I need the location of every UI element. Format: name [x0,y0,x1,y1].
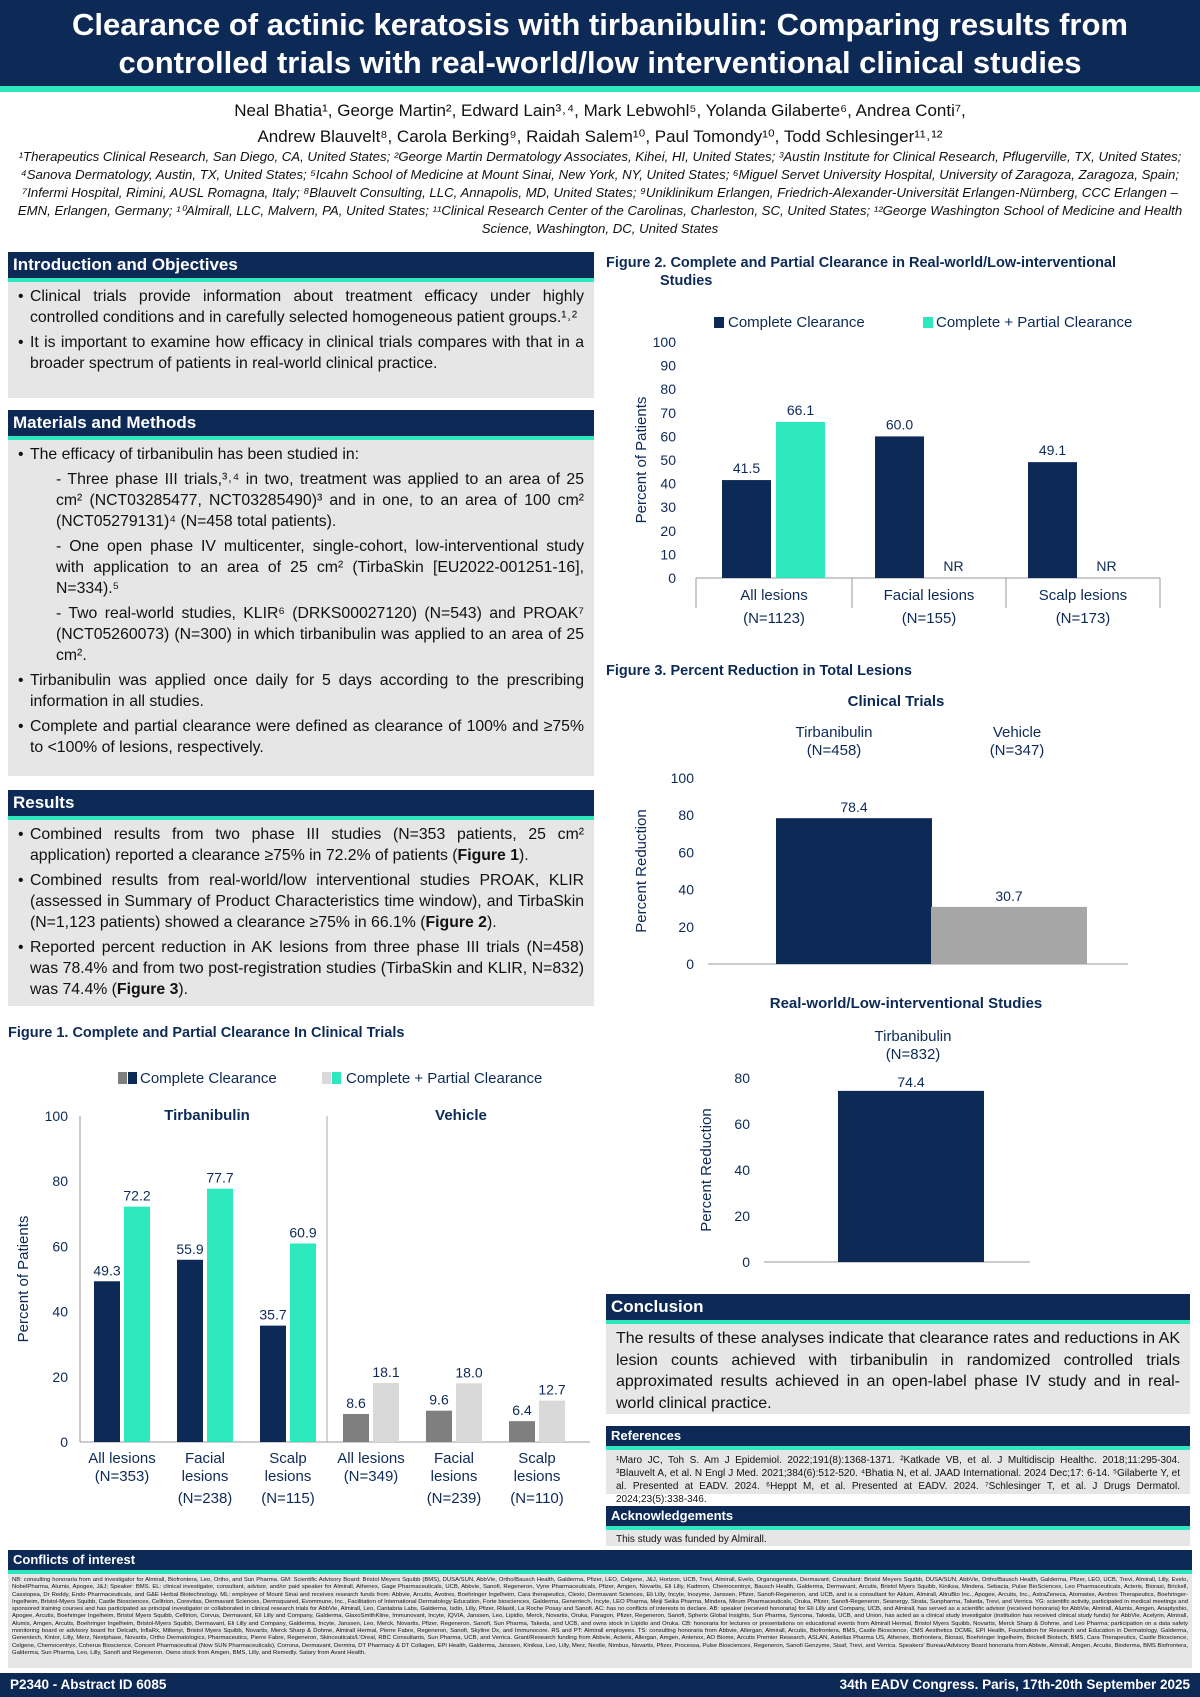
results-b3-fig-ref: Figure 3 [116,981,179,998]
data-label: 72.2 [123,1187,151,1204]
category-label: Vehicle [992,724,1042,741]
legend-swatch-complete [714,317,724,328]
y-axis-title: Percent Reduction [633,809,650,933]
bar-complete [426,1411,452,1442]
references-heading: References [606,1426,1190,1450]
y-tick-label: 100 [670,770,694,786]
legend-partial-label: Complete + Partial Clearance [936,314,1133,331]
methods-sub-2: - One open phase IV multicenter, single-cohort, low-interventional study with application to an area of 25 cm² (TirbaSkin [EU2022-001251-16], N=334).⁵ [56,538,584,597]
data-label: 49.1 [1038,442,1067,459]
x-category-label: All lesions [88,1450,156,1467]
results-bullet-3 [18,937,584,1000]
acknowledgements-text: This study was funded by Almirall. [616,1534,767,1545]
y-axis-title: Percent of Patients [15,1215,32,1343]
data-label: 55.9 [176,1240,204,1257]
y-tick-label: 0 [60,1434,68,1450]
x-category-label: Scalp [518,1450,556,1467]
bar-percent-reduction [931,907,1087,964]
bar-complete-partial [539,1401,565,1442]
data-label: 60.9 [289,1224,317,1241]
data-label: 18.1 [372,1363,400,1380]
data-label: 18.0 [455,1364,483,1381]
references-section [606,1426,1190,1505]
chart-subtitle: Real-world/Low-interventional Studies [769,995,1043,1012]
intro-bullet-2: • It is important to examine how efficacy in clinical trials compares with that in a broader spectrum of patients in real-world clinical practice. [18,332,584,374]
y-tick-label: 80 [678,807,694,824]
title-accent-bar [0,86,1200,92]
fig3-realworld-chart [600,990,1200,1270]
fig3-title: Figure 3. Percent Reduction in Total Lesions [606,663,912,679]
y-tick-label: 0 [668,570,676,586]
data-label: 49.3 [93,1262,121,1279]
x-category-label: Facial [433,1450,475,1467]
y-tick-label: 80 [52,1173,68,1190]
footer-left: P2340 - Abstract ID 6085 [10,1677,167,1692]
y-tick-label: 20 [678,918,694,935]
category-n: (N=347) [989,742,1045,759]
legend-swatch-partial-vehicle [322,1072,331,1084]
bar-complete-partial [124,1207,150,1442]
conclusion-section [606,1294,1190,1414]
y-tick-label: 20 [660,522,676,539]
conclusion-heading: Conclusion [606,1294,1190,1324]
fig3-clinical-chart [600,690,1200,980]
y-tick-label: 100 [652,334,676,350]
results-b2-end: ). [486,914,497,931]
y-tick-label: 0 [686,956,694,972]
fig2-title-line-1: Figure 2. Complete and Partial Clearance in Real-world/Low-interventional [606,255,1117,271]
y-tick-label: 20 [734,1208,750,1224]
chart-subtitle: Clinical Trials [847,693,945,710]
legend-swatch-complete-tirbanibulin [128,1072,137,1084]
authors [0,98,1200,150]
x-category-label: All lesions [740,587,808,604]
title-line-1: Clearance of actinic keratosis with tirbanibulin: Comparing results from [72,7,1128,42]
data-label: 35.7 [259,1306,287,1323]
methods-sub-1: - Three phase III trials,³˒⁴ in two, treatment was applied to an area of 25 cm² (NCT03285477, NCT03285490)³ and in one, to an area of 100 cm² (NCT05279131)⁴ (N=458 total patients). [56,471,584,530]
legend-complete-label: Complete Clearance [728,314,865,331]
legend-swatch-partial [923,317,933,328]
bar-percent-reduction [838,1091,984,1262]
results-section [8,790,594,1006]
fig1-chart [0,1050,600,1520]
y-tick-label: 40 [660,475,676,492]
methods-bullet-2: • Tirbanibulin was applied once daily for 5 days according to the prescribing information in all studies. [18,670,584,712]
results-b3-end: ). [178,981,189,998]
x-category-label: Facial lesions [883,587,975,604]
results-b3-text: Reported percent reduction in AK lesions from three phase III trials (N=458) was 78.4% and from two post-registration studies (TirbaSkin and KLIR, N=832) was 74.4% ( [30,939,584,998]
methods-section [8,410,594,776]
data-label: 8.6 [346,1394,366,1411]
x-category-n: (N=239) [426,1490,482,1507]
bar-complete [343,1414,369,1442]
data-label: 41.5 [732,460,761,477]
legend-swatch-partial-tirbanibulin [332,1072,341,1084]
data-label: 60.0 [885,416,914,433]
intro-body [8,282,594,384]
title-line-2: controlled trials with real-world/low interventional clinical studies [118,45,1082,80]
conflicts-text: NB: consulting honoraria from and investigator for Almirall, Biofrontera, Leo, Ortho, and Sun Pharma. GM: Scientific Advisory Board: Bristol Meyers Squibb (BMS), DUSA/SUN, AbbVie, Ortho/Bausch Health, Galderma, Pfizer, LEO, Celgene, J&J, Horizon, UCB, Trevi, Almirall, Evelo, Organogenesis, Dermavant; Consultant: Bristol Meyers Squibb, DUSA/SUN, AbbVie, Ortho/Bausch Health, Galderma, Pfizer, LEO, UCB, Trevi, Almirall, Lilly, Evelo, NobelPharma, Alumis, Apogee, J&J; Speaker: BMS. EL: clinical investigator, consultant, advisor, and/or paid speaker for Almirall, Athenex, Gage Pharmaceuticals, UCB, Abbvie, Sanofi, Regeneron, Vyne Pharmaceuticals, Pfizer, Amgen, Novartis, Eli Lilly, Kadmon, Chemocentryx, Bausch Health, Galderma, Dermavant, Arcutis, Bristol Myers Squibb, Kiniksa, Mindera, Sebacia, Pulse BioSciences, Leo Pharmaceuticals, Acteris, Biorasi, Brickell, Cassiopea, Dr Reddy, Endo Pharmaceuticals, and G&E Herbal Biotechnology. ML: employee of Mount Sinai and receives research funds from: Abbvie, Arcutis, Avotres, Boehringer Ingelheim, Cara therapeutics, Clexio, Dermavant Sciences, Eli Lilly, Incyte, Inozyme, Janssen, Pfizer, Sanofi-Regeneron, and UCB, and is a consultant for Aklum, Almirall, AltruBio Inc., Apogee, Arcutis, Inc., AstraZeneca, Atomwise, Avotres Therapeutics, Boehringer-Ingelheim, Bristol-Myers Squibb, Castle Biosciences, Celltrion, Corevitas, Dermavant Sciences, Dermsquared, Evommune, Inc., Facilitation of International Dermatology Education, Forte biosciences, Galderma, Genentech, Incyte, LEO Pharma, Meiji Seika Pharma, Mindera, Mirum Pharmaceuticals, Oruka, Pfizer, Sanofi-Regeneron, Seanergy, Strata, Sunpharma, Takeda, Trevi, and Verrica. YG: scientific activity, participated in medical meetings and sponsored training courses and has participated as principal investigator or collaborated in clinical research trials for AbbVie, Almirall, Leo, Cantabria Labs, Galderma, Isdin, Lilly, Pfizer, Rilastil, La Roche Posay and Sanofi. AC: has no conflicts of interests to declare. AB: speaker (received honoraria) for Eli Lilly and Company, UCB, and Almirall, has served as a scientific advisor (received honoraria) for AbbVie, Almirall, Alumis, Amgen, Anaptysbio, Apogee, Arcutis, Boehringer Ingelheim, Bristol Myers Squibb, Celltrion, Corvus, Dermavant, Eli Lilly and Company, Galderma, GlaxoSmithKline, Immunovant, Incyte, IQVIA, Janssen, Leo, Lipidio, Merck, Novartis, Oruka, Paragon, Pfizer, Regeneron, Sanofi, Spherix Global Insights, Sun Pharma, Syncona, Takeda, UCB, and Union, has acted as a clinical study investigator (institution has received clinical study funds) for AbbVie, Acelyrin, Almirall, Alumis, Amgen, Arcutis, Boehringer Ingelheim, Bristol-Myers Squibb, Dermavant, Eli Lilly and Company, Galderma, Incyte, Janssen, Leo, Merck, Novartis, Pfizer, Regeneron, Sanofi, Sun Pharma, Takeda, and UCB, and owns stock in Lipidio and Oruka. CB: honoraria for lectures or presentations on educational events from Almirall Hermal, Bristol Myers Squibb, Novartis, Merck Sharp & Dohme, and Leo Pharma; participation on a data safety monitoring board or advisory board for Delcath, InflaRx, Miltenyi, Bristol Myers Squibb, Novartis, Merck Sharp & Dohme, Almirall Hermal, Pierre Fabre, Regeneron, Sanofi, Skyline Dx, and Immunocore. RS and PT: Almirall employees. TS: consulting honoraria from Abbvie, Allergan, Almirall, Arcutis, Biofrontera, BMS, Castle Bioscience, CMS Aesthetics DCME, EPI Health, Foundation for Research and Education in Dermatology, Galderma, Genentech, Kintor, Lilly, Merz, Nextphase, Novartis, Ortho Dermatologics, Pharmaceutics, Pierre Fabre, Regeneron, Skinceuticals/L'Oreal, RBC Consultants, Sun Pharma, UCB, and Verrica. Grant/Research funding from Abbvie, Acteris, Allergan, Amgen, Antenox, AO Biome, Arcutis Premier Research, ASLAN, Astellas Pharma US, Athenex, Biofrontera, Biorasi, Boehringer Ingelheim, Brickell Biotech, BMS, Cara Therapeutics, Castle Bioscience, Celgene, Chemocentryx, Coherus Bioscience, Concert Pharmaceutical (Now SUN Pharmaceuticals), Corrona, Dermavant, Dermira, DT Pharmacy & DT Collagen, EPI Health, Galderma, Janssen, Kiniksa, Leo, Lilly, Merz, Nestle, Nimbus, Novartis, Pfizer, Processa, Pulse Biosciences, Regeneron, Sanofi Genzyme, Sisaf, Trevi, and Verrica. Speakers' Bureau/Advisory Board honoraria from Abbvie, Almirall, Amgen, Arcutis, Bioderma, BMS Biofrontera, Galderma, Sun Pharma, Leo, Lilly, Sanofi and Regeneron. Owns stock from Amgen, BMS, Lilly, and Remedly. Salary from Avant Health. [12,1577,1188,1656]
bar-complete-partial [207,1189,233,1442]
bar-complete-partial [776,422,825,578]
bar-complete [177,1260,203,1442]
y-tick-label: 60 [52,1238,68,1255]
legend-partial-label: Complete + Partial Clearance [346,1070,543,1087]
bar-complete [875,436,924,578]
category-label: Tirbanibulin [795,724,873,741]
data-label: 6.4 [512,1402,532,1419]
x-category-label: lesions [513,1468,561,1485]
results-b1-text: Combined results from two phase III studies (N=353 patients, 25 cm² application) reported a clearance ≥75% in 72.2% of patients ( [30,826,584,864]
data-label: 66.1 [786,402,815,419]
bar-complete-partial [373,1383,399,1442]
panel-title: Tirbanibulin [164,1107,250,1124]
poster-title [0,0,1200,86]
data-label: 9.6 [429,1391,449,1408]
intro-section [8,252,594,398]
y-tick-label: 20 [52,1368,68,1385]
methods-bullet-1: • The efficacy of tirbanibulin has been studied in: [18,444,584,465]
x-category-label: lesions [430,1468,478,1485]
y-tick-label: 100 [44,1108,68,1124]
bar-complete-partial [456,1383,482,1442]
y-tick-label: 0 [742,1254,750,1270]
y-tick-label: 60 [660,428,676,445]
bar-complete [722,480,771,578]
authors-line-2: Andrew Blauvelt⁸, Carola Berking⁹, Raidah Salem¹⁰, Paul Tomondy¹⁰, Todd Schlesinger¹¹˒¹² [257,127,943,146]
legend-complete-label: Complete Clearance [140,1070,277,1087]
x-category-n: (N=110) [510,1490,564,1507]
acknowledgements-heading: Acknowledgements [606,1506,1190,1530]
y-tick-label: 60 [678,844,694,861]
methods-bullet-3: • Complete and partial clearance were defined as clearance of 100% and ≥75% to <100% of lesions, respectively. [18,716,584,758]
bar-complete [509,1421,535,1442]
category-n: (N=458) [806,742,862,759]
bar-complete [94,1281,120,1442]
bar-complete [260,1326,286,1442]
footer-right: 34th EADV Congress. Paris, 17th-20th September 2025 [839,1677,1190,1692]
data-label: 12.7 [538,1381,566,1398]
x-category-n: (N=238) [177,1490,233,1507]
x-category-label: Scalp lesions [1038,587,1128,604]
y-tick-label: 40 [52,1303,68,1320]
conflicts-section [8,1550,1192,1668]
results-heading: Results [8,790,594,820]
y-tick-label: 40 [678,881,694,898]
conclusion-text: The results of these analyses indicate that clearance rates and reductions in AK lesion counts achieved with tirbanibulin in randomized controlled trials approximated results achieved in an open-label phase IV study and in real-world clinical practice. [616,1330,1180,1412]
acknowledgements-section [606,1506,1190,1546]
authors-line-1: Neal Bhatia¹, George Martin², Edward Lain³˒⁴, Mark Lebwohl⁵, Yolanda Gilaberte⁶, Andrea Conti⁷, [234,101,966,120]
y-tick-label: 50 [660,452,676,468]
y-tick-label: 90 [660,357,676,374]
data-label: 74.4 [897,1073,925,1090]
y-tick-label: 80 [734,1070,750,1086]
results-b2-fig-ref: Figure 2 [425,914,487,931]
y-tick-label: 40 [734,1162,750,1178]
bar-percent-reduction [776,818,932,964]
bar-complete [1028,462,1077,578]
y-axis-title: Percent Reduction [698,1108,715,1232]
fig2-title [606,254,1116,290]
fig2-chart [600,300,1200,640]
x-category-label: lesions [264,1468,312,1485]
results-bullet-1 [18,824,584,866]
x-category-n: (N=115) [261,1490,315,1507]
y-tick-label: 70 [660,404,676,421]
footer [0,1673,1200,1697]
y-axis-title: Percent of Patients [633,396,650,524]
results-bullet-2 [18,870,584,933]
x-category-n: (N=173) [1055,610,1111,627]
results-body [8,820,594,1010]
intro-bullet-1: • Clinical trials provide information about treatment efficacy under highly controlled conditions and in carefully selected homogeneous patient groups.¹˒² [18,286,584,328]
x-category-label: Facial [184,1450,226,1467]
data-label-nr: NR [1096,558,1117,574]
y-tick-label: 30 [660,499,676,516]
x-category-n: (N=353) [94,1468,150,1485]
x-category-label: All lesions [337,1450,405,1467]
bar-complete-partial [290,1243,316,1442]
results-b1-end: ). [519,847,529,864]
data-label-nr: NR [943,558,964,574]
intro-heading: Introduction and Objectives [8,252,594,282]
fig1-title: Figure 1. Complete and Partial Clearance In Clinical Trials [8,1025,405,1041]
x-category-label: Scalp [269,1450,307,1467]
x-category-n: (N=1123) [743,610,805,627]
y-tick-label: 60 [734,1116,750,1132]
data-label: 78.4 [840,799,868,816]
y-tick-label: 10 [660,546,676,563]
methods-body [8,440,594,768]
category-label: Tirbanibulin [874,1028,952,1045]
y-tick-label: 80 [660,381,676,398]
x-category-label: lesions [181,1468,229,1485]
x-category-n: (N=155) [901,610,957,627]
results-b1-fig-ref: Figure 1 [457,847,519,864]
methods-sub-3: - Two real-world studies, KLIR⁶ (DRKS00027120) (N=543) and PROAK⁷ (NCT05260073) (N=300) in which tirbanibulin was applied to an area of 25 cm². [56,605,584,664]
fig2-title-line-2: Studies [660,273,713,289]
affiliations: ¹Therapeutics Clinical Research, San Diego, CA, United States; ²George Martin Dermatology Associates, Kihei, HI, United States; ³Austin Institute for Clinical Research, Pflugerville, TX, United States; ⁴Sanova Dermatology, Austin, TX, United States; ⁵Icahn School of Medicine at Mount Sinai, New York, NY, United States; ⁶Miguel Servet University Hospital, University of Zaragoza, Zaragoza, Spain; ⁷Infermi Hospital, Rimini, AUSL Romagna, Italy; ⁸Blauvelt Consulting, LLC, Annapolis, MD, United States; ⁹Uniklinikum Erlangen, Friedrich-Alexander-Universität Erlangen-Nürnberg, CCC Erlangen – EMN, Erlangen, Germany; ¹⁰Almirall, LLC, Malvern, PA, United States; ¹¹Clinical Research Center of the Carolinas, Charleston, SC, United States; ¹²George Washington School of Medicine and Health Science, Washington, DC, United States [17,149,1183,236]
data-label: 77.7 [206,1169,234,1186]
conflicts-heading: Conflicts of interest [8,1550,1192,1574]
panel-title: Vehicle [435,1107,487,1124]
methods-heading: Materials and Methods [8,410,594,440]
data-label: 30.7 [995,887,1023,904]
category-n: (N=832) [885,1046,941,1063]
legend-swatch-complete-vehicle [118,1072,127,1084]
x-category-n: (N=349) [343,1468,399,1485]
references-text: ¹Maro JC, Toh S. Am J Epidemiol. 2022;191(8):1368-1371. ²Katkade VB, et al. J Multidiscip Healthc. 2018;11:295-304. ³Blauvelt A, et al. N Engl J Med. 2021;384(6):512-520. ⁴Bhatia N, et al. JAAD International. 2024 Dec;17: 6-14. ⁵Gilaberte Y, et al. Presented at EADV. 2024. ⁶Heppt M, et al. Presented at EADV. 2024. ⁷Schlesinger T, et al. J Drugs Dermatol. 2024;23(5):338-346. [616,1455,1180,1505]
results-b2-text: Combined results from real-world/low interventional studies PROAK, KLIR (assessed in Summary of Product Characteristics time window), and TirbaSkin (N=1,123 patients) showed a clearance ≥75% in 66.1% ( [30,872,584,931]
